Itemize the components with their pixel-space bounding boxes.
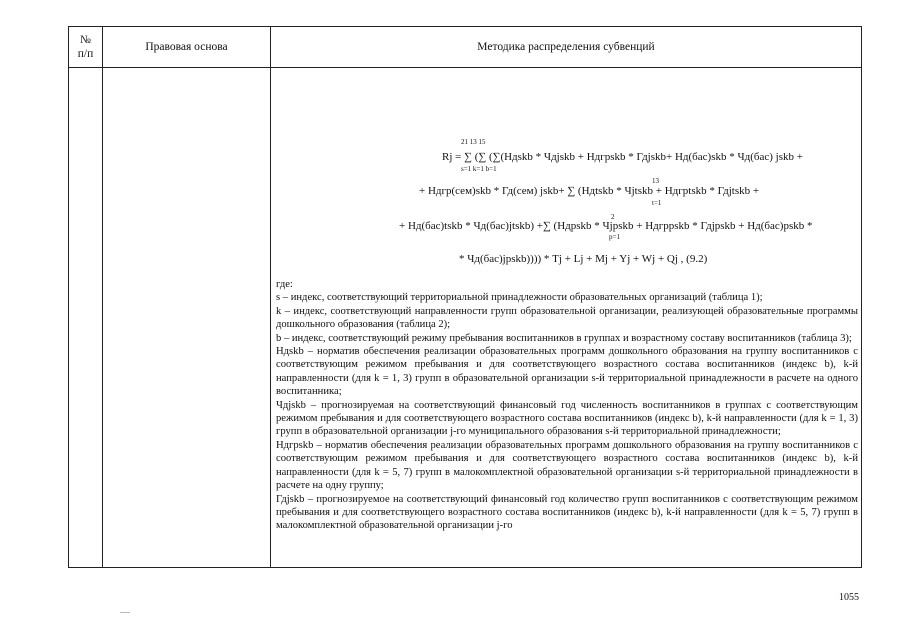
formula-block (271, 68, 861, 265)
definitions-text (271, 278, 861, 533)
formula-limits-top-2: 13 (652, 177, 659, 185)
paragraph: Гдjskb – прогнозируемое на соответствующий финансовый год количество групп воспитанников с соответствующим режимом пребывания и для соответствующего возрастного состава воспитанников (индекс b), k-й направленности (для k = 5, 7) групп в малокомплектной образовательной организации j-го (276, 493, 858, 532)
paragraph: k – индекс, соответствующий направленности групп образовательной организации, реализующей образовательные программы дошкольного образования (таблица 2); (276, 305, 858, 331)
subvention-method-table (68, 26, 862, 568)
formula-line-4: * Чд(бас)jpskb)))) * Tj + Lj + Mj + Yj + Wj + Qj , (9.2) (459, 253, 708, 265)
paragraph: Чдjskb – прогнозируемая на соответствующий финансовый год численность воспитанников в группах с соответствующим режимом пребывания и для соответствующего возрастного состава воспитанников (индекс b), k-й направленности (для k = 1, 3) групп в образовательной организации j-го муниципального образования s-й территориальной принадлежности; (276, 399, 858, 438)
cell-method (271, 68, 862, 568)
formula-limits-top-3: 2 (611, 213, 615, 221)
cell-number (69, 68, 103, 568)
formula-line-1: Rj = ∑ (∑ (∑(Ндskb * Чдjskb + Ндгрskb * Гдjskb+ Нд(бас)skb * Чд(бас) jskb + (442, 151, 803, 163)
header-method: Методика распределения субвенций (271, 27, 862, 68)
table-row (69, 68, 862, 568)
paragraph: b – индекс, соответствующий режиму пребывания воспитанников в группах и возрастному составу воспитанников (таблица 3); (276, 332, 852, 344)
table-header-row (69, 27, 862, 68)
header-number (69, 27, 103, 68)
page-number: 1055 (839, 592, 859, 603)
paragraph: s – индекс, соответствующий территориальной принадлежности образовательных организаций (таблица 1); (276, 292, 763, 304)
paragraph: где: (276, 279, 293, 290)
formula-limits-bottom-3: p=1 (609, 233, 620, 241)
paragraph: Ндгрskb – норматив обеспечения реализации образовательных программ дошкольного образования на группу воспитанников с соответствующим режимом пребывания и для соответствующего возрастного состава воспитанников (индекс b), k-й направленности (для k = 5, 7) групп в малокомплектной образовательной организации s-й территориальной принадлежности в расчете на одну группу; (276, 439, 858, 492)
header-legal-basis: Правовая основа (103, 27, 271, 68)
paragraph: Ндskb – норматив обеспечения реализации образовательных программ дошкольного образования на группу воспитанников с соответствующим режимом пребывания и для соответствующего возрастного состава воспитанников (индекс b), k-й направленности (для k = 1, 3) групп в образовательной организации s-й территориальной принадлежности в расчете на одного воспитанника; (276, 346, 858, 398)
formula-line-3: + Нд(бас)tskb * Чд(бас)jtskb) +∑ (Ндpskb * Чjpskb + Ндгрpskb * Гдjpskb + Нд(бас)pskb * (399, 220, 813, 232)
header-number-line1: № (80, 34, 91, 46)
formula-limits-bottom-1: s=1 k=1 b=1 (461, 165, 497, 173)
formula-line-2: + Ндгр(сем)skb * Гд(сем) jskb+ ∑ (Ндtskb * Чjtskb + Ндгрtskb * Гдjtskb + (419, 185, 760, 197)
cell-legal-basis (103, 68, 271, 568)
formula-limits-bottom-2: t=1 (652, 199, 662, 207)
header-number-line2: п/п (77, 48, 94, 60)
margin-mark (120, 612, 130, 613)
formula-limits-top-1: 21 13 15 (461, 138, 486, 146)
